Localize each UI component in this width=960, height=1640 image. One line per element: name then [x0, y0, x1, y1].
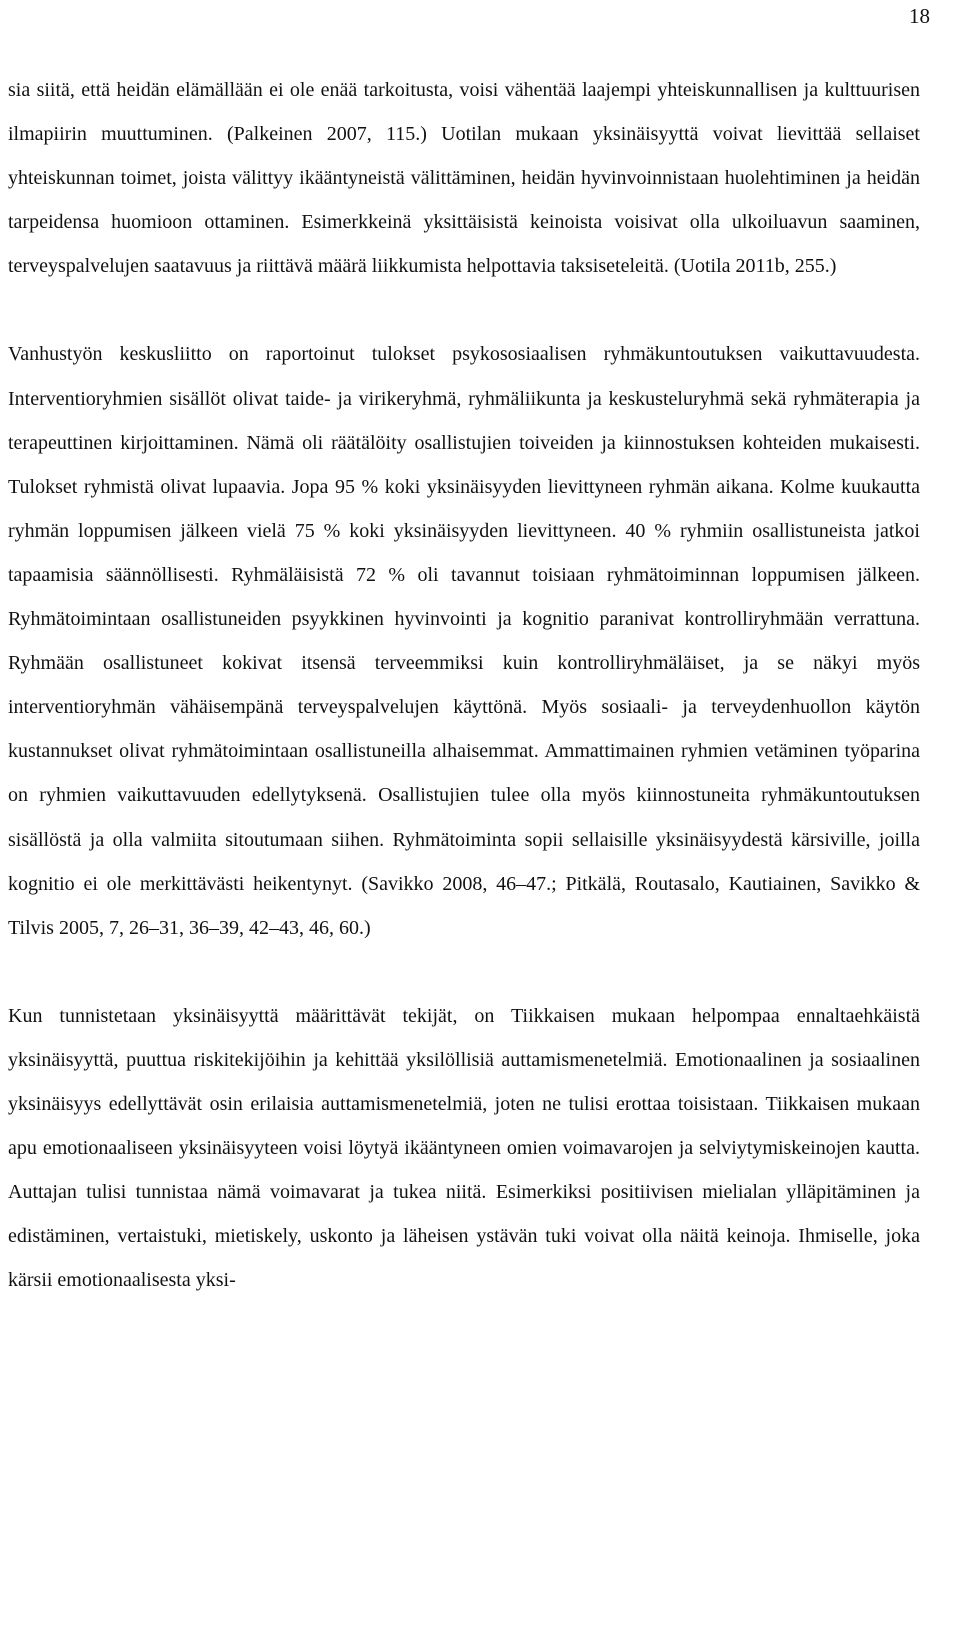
- paragraph-1: sia siitä, että heidän elämällään ei ole enää tarkoitusta, voisi vähentää laajempi yhteiskunnallisen ja kulttuurisen ilmapiirin muuttuminen. (Palkeinen 2007, 115.) Uotilan mukaan yksinäisyyttä voivat lievittää sellaiset yhteiskunnan toimet, joista välittyy ikääntyneistä välittäminen, heidän hyvinvoinnistaan huolehtiminen ja heidän tarpeidensa huomioon ottaminen. Esimerkkeinä yksittäisistä keinoista voisivat olla ulkoiluavun saaminen, terveyspalvelujen saatavuus ja riittävä määrä liikkumista helpottavia taksiseteleitä. (Uotila 2011b, 255.): [8, 79, 920, 278]
- paragraph-3: Kun tunnistetaan yksinäisyyttä määrittävät tekijät, on Tiikkaisen mukaan helpompaa ennaltaehkäistä yksinäisyyttä, puuttua riskitekijöihin ja kehittää yksilöllisiä auttamismenetelmiä. Emotionaalinen ja sosiaalinen yksinäisyys edellyttävät osin erilaisia auttamismenetelmiä, joten ne tulisi erottaa toisistaan. Tiikkaisen mukaan apu emotionaaliseen yksinäisyyteen voisi löytyä ikääntyneen omien voimavarojen ja selviytymiskeinojen kautta. Auttajan tulisi tunnistaa nämä voimavarat ja tukea niitä. Esimerkiksi positiivisen mielialan ylläpitäminen ja edistäminen, vertaistuki, mietiskely, uskonto ja läheisen ystävän tuki voivat olla näitä keinoja. Ihmiselle, joka kärsii emotionaalisesta yksi-: [8, 1004, 920, 1292]
- paragraph-2: Vanhustyön keskusliitto on raportoinut tulokset psykososiaalisen ryhmäkuntoutuksen vaikuttavuudesta. Interventioryhmien sisällöt olivat taide- ja virikeryhmä, ryhmäliikunta ja keskusteluryhmä sekä ryhmäterapia ja terapeuttinen kirjoittaminen. Nämä oli räätälöity osallistujien toiveiden ja kiinnostuksen kohteiden mukaisesti. Tulokset ryhmistä olivat lupaavia. Jopa 95 % koki yksinäisyyden lievittyneen ryhmän aikana. Kolme kuukautta ryhmän loppumisen jälkeen vielä 75 % koki yksinäisyyden lievittyneen. 40 % ryhmiin osallistuneista jatkoi tapaamisia säännöllisesti. Ryhmäläisistä 72 % oli tavannut toisiaan ryhmätoiminnan loppumisen jälkeen. Ryhmätoimintaan osallistuneiden psyykkinen hyvinvointi ja kognitio paranivat kontrolliryhmään verrattuna. Ryhmään osallistuneet kokivat itsensä terveemmiksi kuin kontrolliryhmäläiset, ja se näkyi myös interventioryhmän vähäisempänä terveyspalvelujen käyttönä. Myös sosiaali- ja terveydenhuollon käytön kustannukset olivat ryhmätoimintaan osallistuneilla alhaisemmat. Ammattimainen ryhmien vetäminen työparina on ryhmien vaikuttavuuden edellytyksenä. Osallistujien tulee olla myös kiinnostuneita ryhmäkuntoutuksen sisällöstä ja olla valmiita sitoutumaan siihen. Ryhmätoiminta sopii sellaisille yksinäisyydestä kärsiville, joilla kognitio ei ole merkittävästi heikentynyt. (Savikko 2008, 46–47.; Pitkälä, Routasalo, Kautiainen, Savikko & Tilvis 2005, 7, 26–31, 36–39, 42–43, 46, 60.): [8, 343, 920, 939]
- page-number: 18: [909, 4, 930, 28]
- document-body: [8, 68, 920, 1302]
